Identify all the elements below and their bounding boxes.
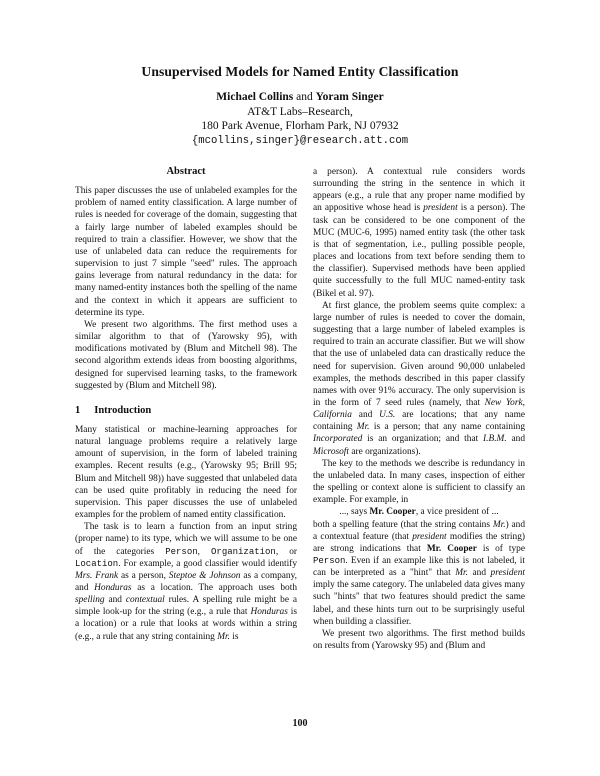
author-1: Michael Collins <box>216 91 294 103</box>
address: 180 Park Avenue, Florham Park, NJ 07932 <box>201 120 399 132</box>
page-number: 100 <box>292 718 308 729</box>
author-and: and <box>296 91 313 103</box>
affiliation: AT&T Labs–Research, <box>247 105 353 118</box>
section-title: Introduction <box>94 404 152 416</box>
intro-paragraph-1: Many statistical or machine-learning approaches for natural language problems require a relatively large amount of supervision, in the form of labeled training examples. Recent results (e.g., (Yarowsky 95; Brill 95; Blum and Mitchell 98)) have suggested that unlabeled data can be used quite profitably in reducing the need for supervision. This paper discusses the use of unlabeled examples for the problem of named entity classification. <box>75 424 297 521</box>
abstract-heading: Abstract <box>166 166 206 177</box>
category-location: Location <box>75 558 119 569</box>
left-column <box>75 166 297 643</box>
example-quote: ..., says Mr. Cooper, a vice president of ... <box>339 507 499 518</box>
right-paragraph-5: We present two algorithms. The first method builds on results from (Yarowsky 95) and (Blum and <box>313 628 525 652</box>
category-person: Person <box>165 546 198 557</box>
right-paragraph-2: At first glance, the problem seems quite complex: a large number of rules is needed to cover the domain, suggesting that a large number of labeled examples is required to train an accurate classifier. But we will show that the use of unlabeled data can drastically reduce the need for supervision. Given around 90,000 unlabeled examples, the methods described in this paper classify names with over 91% accuracy. The only supervision is in the form of 7 seed rules (namely, that New York, California and U.S. are locations; that any name containing Mr. is a person; that any name containing Incorporated is an organization; and that I.B.M. and Microsoft are organizations). <box>313 300 526 457</box>
email: {mcollins,singer}@research.att.com <box>191 134 409 147</box>
author-block <box>0 90 600 148</box>
paper-title: Unsupervised Models for Named Entity Classification <box>141 64 459 79</box>
abstract-paragraph-1: This paper discusses the use of unlabeled examples for the problem of named entity classification. A large number of rules is needed for coverage of the domain, suggesting that a fairly large number of labeled examples should be required to train a classifier. However, we show that the use of unlabeled data can reduce the requirements for supervision to just 7 simple "seed" rules. The approach gains leverage from natural redundancy in the data: for many named-entity instances both the spelling of the name and the context in which it appears are sufficient to determine its type. <box>75 186 297 318</box>
right-column <box>313 166 525 652</box>
section-number: 1 <box>75 404 81 416</box>
category-organization: Organization <box>211 546 276 557</box>
section-heading-introduction <box>75 405 297 417</box>
intro-paragraph-2: The task is to learn a function from an input string (proper name) to its type, which we will assume to be one of the categories Person, Organization, or Location. For example, a good classifier would identify Mrs. Frank as a person, Steptoe & Johnson as a company, and Honduras as a location. The approach uses both spelling and contextual rules. A spelling rule might be a simple look-up for the string (e.g., a rule that Honduras is a location) or a rule that looks at words within a string (e.g., a rule that any string containing Mr. is <box>75 522 298 642</box>
abstract-paragraph-2: We present two algorithms. The first method uses a similar algorithm to that of (Yarowsky 95), with modifications motivated by (Blum and Mitchell 98). The second algorithm extends ideas from boosting algorithms, designed for supervised learning tasks, to the framework suggested by (Blum and Mitchell 98). <box>75 319 297 391</box>
author-names <box>0 90 600 105</box>
right-paragraph-1: a person). A contextual rule considers words surrounding the string in the sentence in which it appears (e.g., a rule that any proper name modified by an appositive whose head is president is a person). The task can be considered to be one component of the MUC (MUC-6, 1995) named entity task (the other task is that of segmentation, i.e., pulling possible people, places and locations from text before sending them to the classifier). Supervised methods have been applied quite successfully to the full MUC named-entity task (Bikel et al. 97). <box>313 167 525 299</box>
author-2: Yoram Singer <box>315 91 384 103</box>
right-paragraph-3: The key to the methods we describe is redundancy in the unlabeled data. In many cases, inspection of either the spelling or context alone is sufficient to classify an example. For example, in <box>313 458 525 506</box>
right-paragraph-4: both a spelling feature (that the string contains Mr.) and a contextual feature (that president modifies the string) are strong indications that Mr. Cooper is of type Person. Even if an example like this is not labeled, it can be interpreted as a "hint" that Mr. and president imply the same category. The unlabeled data gives many such "hints" that two features should predict the same label, and these hints turn out to be surprisingly useful when building a classifier. <box>313 519 525 627</box>
